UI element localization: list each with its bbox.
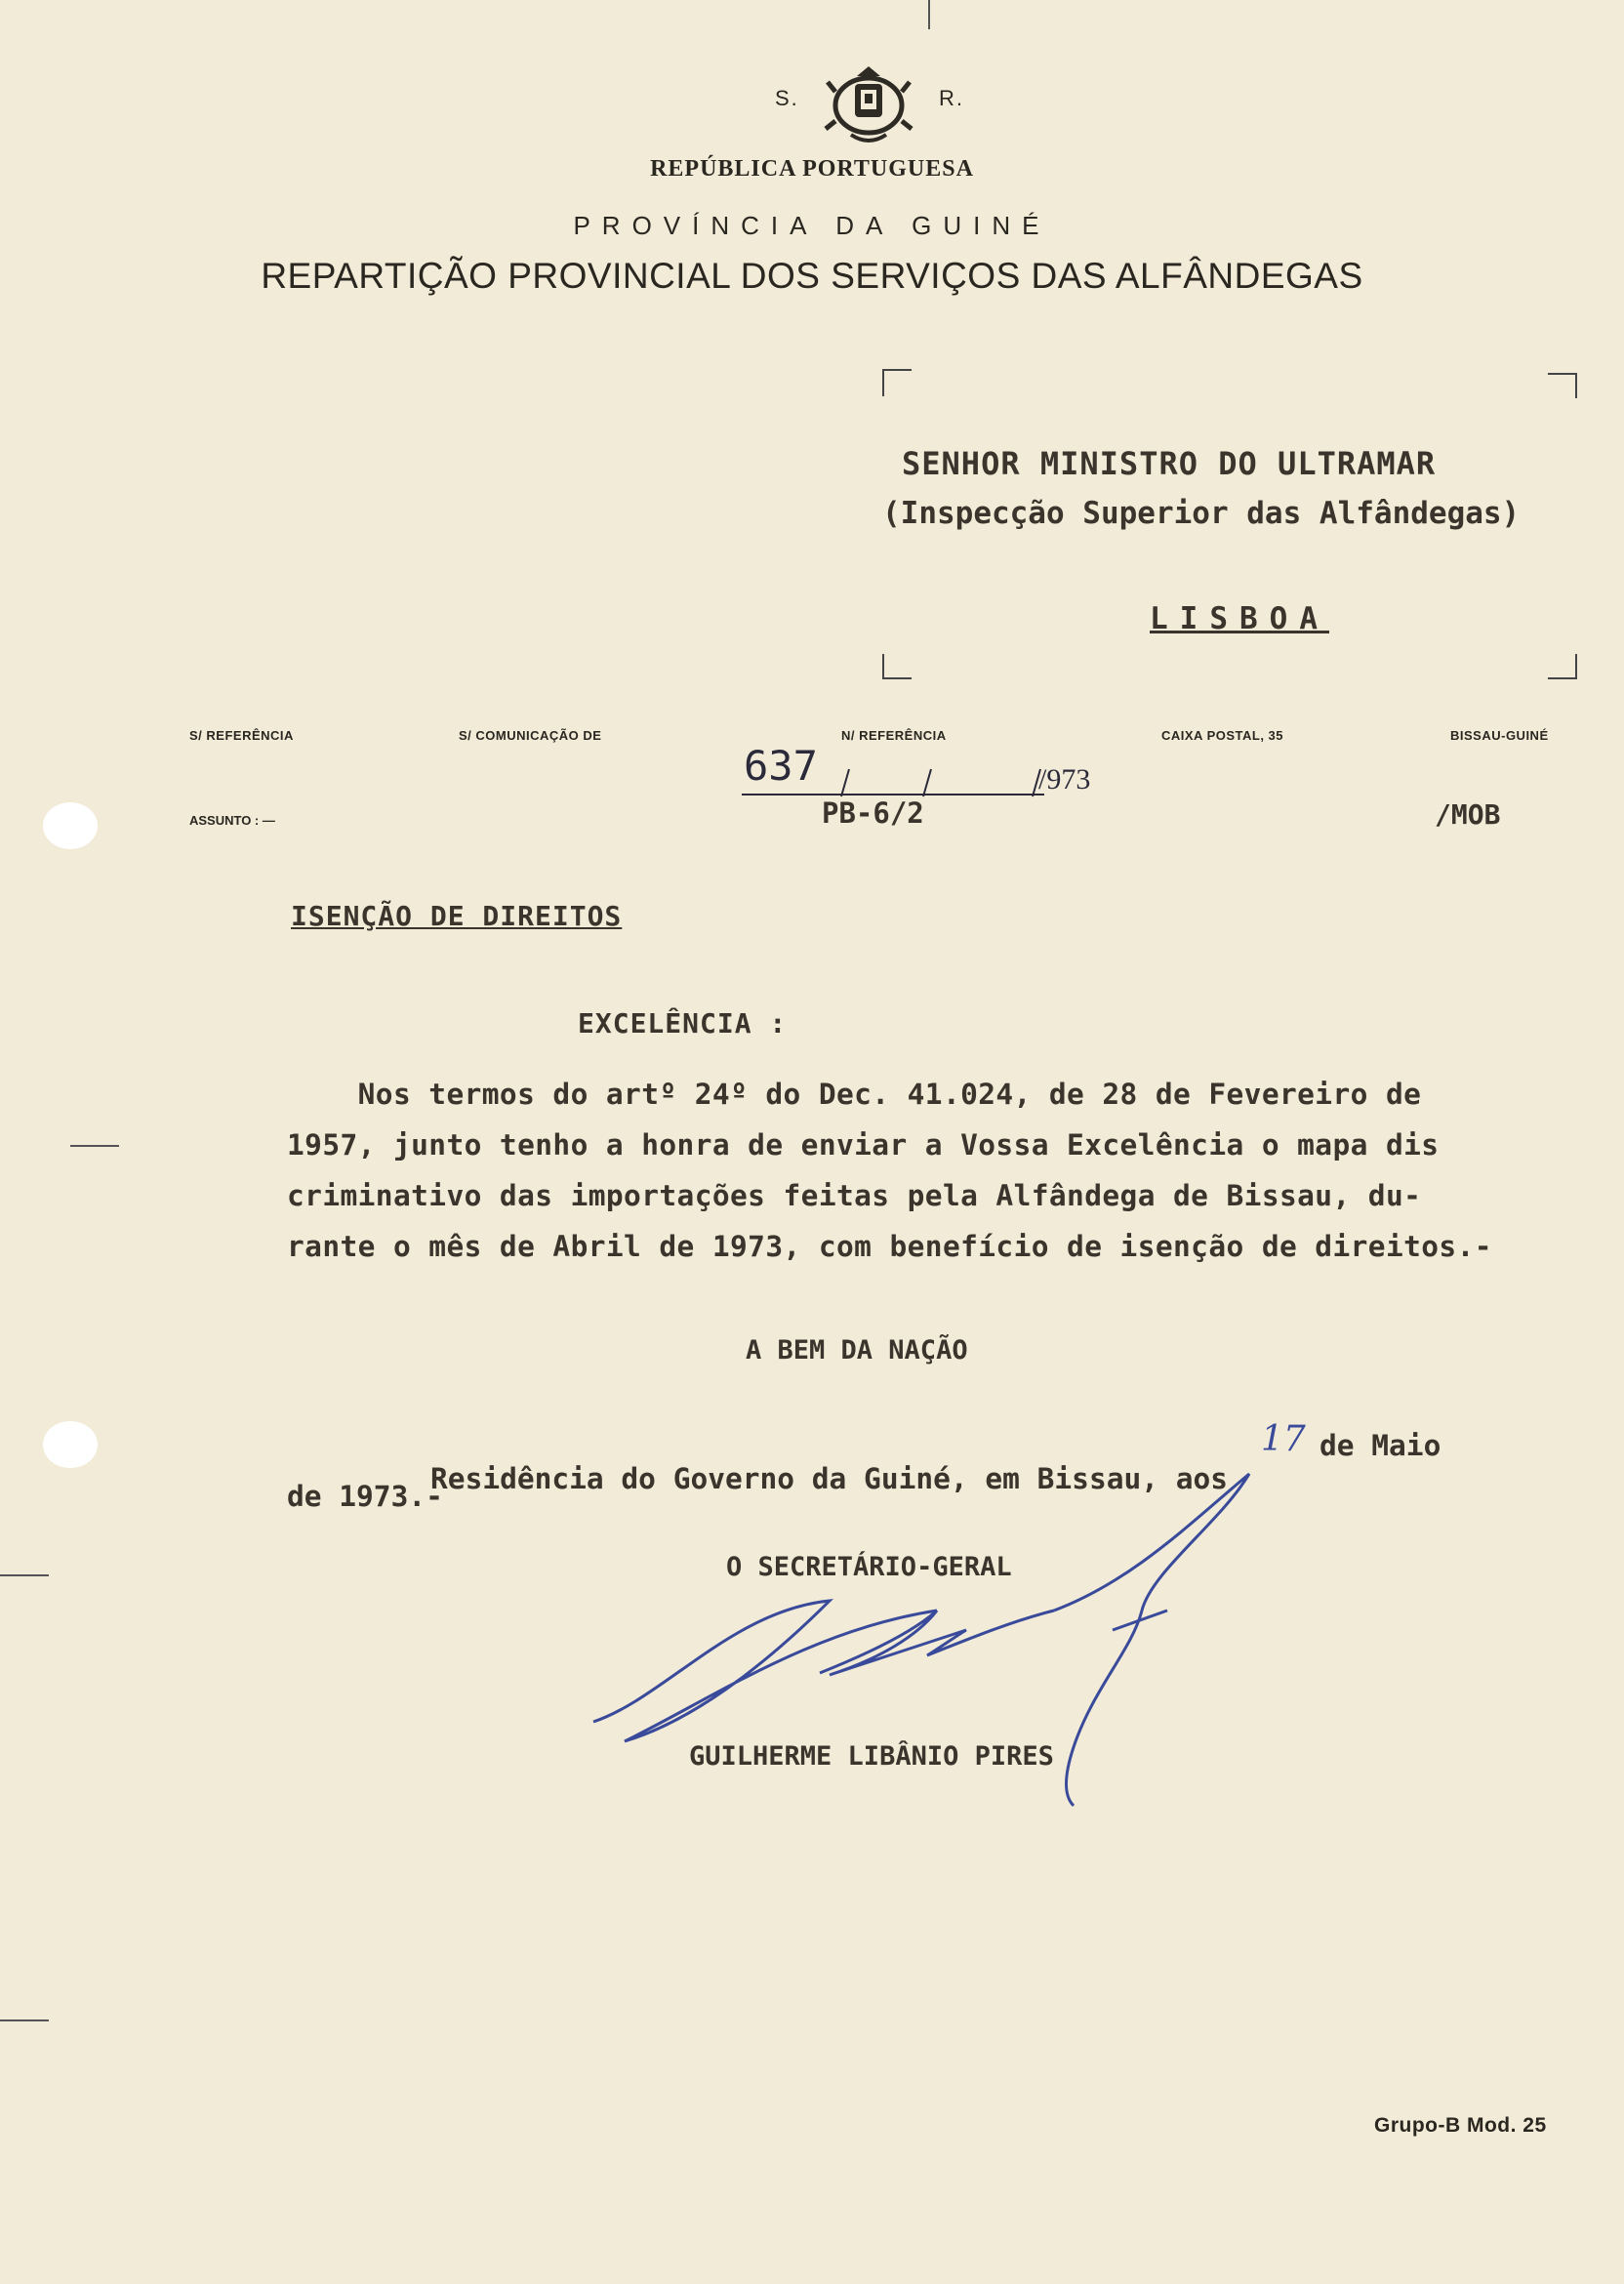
paragraph-line-4: rante o mês de Abril de 1973, com benefício de isenção de direitos.- (287, 1230, 1492, 1263)
recipient-city: LISBOA (1150, 601, 1329, 636)
subject-heading: ISENÇÃO DE DIREITOS (291, 900, 623, 932)
margin-tick-1 (70, 1145, 119, 1147)
handwritten-day: 17 (1261, 1419, 1306, 1459)
label-n-referencia: N/ REFERÊNCIA (841, 728, 947, 743)
reference-code: PB-6/2 (822, 796, 924, 830)
r-letter: R. (939, 86, 964, 110)
paragraph-line-3: criminativo das importações feitas pela Alfândega de Bissau, du- (287, 1179, 1422, 1212)
reparticao-heading: REPARTIÇÃO PROVINCIAL DOS SERVIÇOS DAS ALFÂNDEGAS (261, 256, 1363, 296)
recipient-line1: SENHOR MINISTRO DO ULTRAMAR (902, 445, 1437, 482)
corner-mark-tl (882, 369, 912, 396)
republica-heading: REPÚBLICA PORTUGUESA (650, 156, 974, 182)
corner-mark-bl (882, 654, 912, 679)
s-letter: S. (775, 86, 799, 110)
punch-hole-lower (43, 1421, 98, 1468)
corner-mark-br (1548, 654, 1577, 679)
label-assunto: ASSUNTO : — (189, 813, 275, 828)
paragraph-line-2: 1957, junto tenho a honra de enviar a Vossa Excelência o mapa dis (287, 1128, 1440, 1162)
label-bissau: BISSAU-GUINÉ (1450, 728, 1549, 743)
punch-hole-upper (43, 802, 98, 849)
residence-line-2: de 1973.- (287, 1480, 443, 1513)
form-code: Grupo-B Mod. 25 (1374, 2114, 1547, 2137)
provincia-heading: PROVÍNCIA DA GUINÉ (573, 211, 1051, 240)
residence-line-1-end: de Maio (1320, 1429, 1441, 1462)
closing: A BEM DA NAÇÃO (746, 1335, 968, 1366)
recipient-line2: (Inspecção Superior das Alfândegas) (882, 496, 1521, 531)
margin-tick-2 (0, 1574, 49, 1576)
reference-year: /973 (1038, 763, 1091, 795)
signer-title: O SECRETÁRIO-GERAL (726, 1552, 1012, 1582)
paragraph-line-1: Nos termos do artº 24º do Dec. 41.024, de 28 de Fevereiro de (287, 1078, 1422, 1111)
corner-mark-tr (1548, 373, 1577, 398)
signer-name: GUILHERME LIBÂNIO PIRES (689, 1741, 1054, 1772)
label-s-referencia: S/ REFERÊNCIA (189, 728, 294, 743)
label-s-comunicacao: S/ COMUNICAÇÃO DE (459, 728, 602, 743)
salutation: EXCELÊNCIA : (578, 1007, 788, 1040)
top-tick (928, 0, 930, 29)
coat-of-arms-icon (822, 62, 915, 146)
margin-tick-3 (0, 2019, 49, 2021)
label-caixa-postal: CAIXA POSTAL, 35 (1161, 728, 1284, 743)
reference-number: 637 (744, 742, 818, 790)
reference-initials: /MOB (1435, 798, 1501, 831)
residence-text: Residência do Governo da Guiné, em Bissau, aos (430, 1462, 1229, 1495)
